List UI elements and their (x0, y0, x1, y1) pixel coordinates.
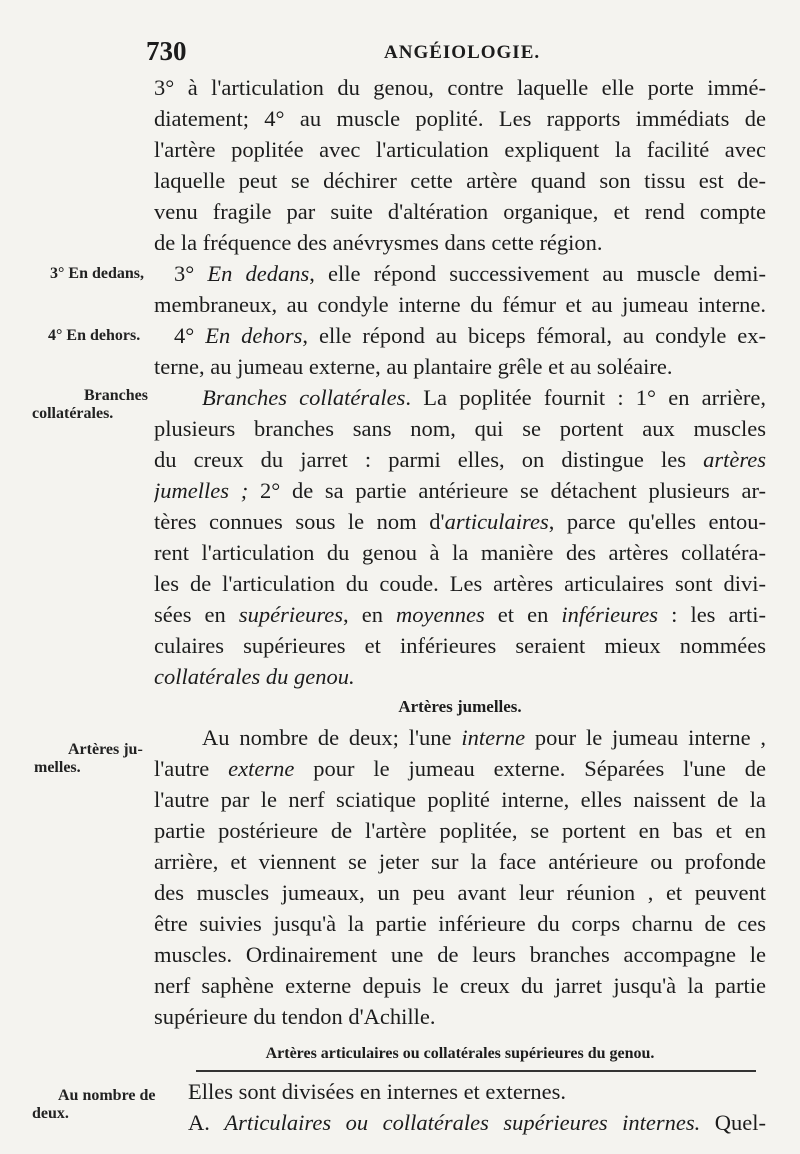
text-line: jumelles ; 2° de sa partie antérieure se détachent plusieurs ar- (154, 478, 766, 503)
margin-note-jumelles-2: melles. (34, 759, 81, 776)
running-title: ANGÉIOLOGIE. (384, 42, 541, 63)
text-line: du creux du jarret : parmi elles, on distingue les artères (154, 447, 766, 472)
margin-note-nombre-2: deux. (32, 1105, 69, 1122)
text-line: Branches collatérales. La poplitée fournit : 1° en arrière, (202, 385, 766, 410)
text-line: l'artère poplitée avec l'articulation expliquent la facilité avec (154, 137, 766, 162)
text-line: être suivies jusqu'à la partie inférieure du corps charnu de ces (154, 911, 766, 936)
text-line: 3° à l'articulation du genou, contre laquelle elle porte immé- (154, 75, 766, 100)
text-line: laquelle peut se déchirer cette artère quand son tissu est de- (154, 168, 766, 193)
text-line: les de l'articulation du coude. Les artères articulaires sont divi- (154, 571, 766, 596)
margin-note-jumelles: Artères ju- (68, 741, 143, 758)
separator-line (196, 1070, 756, 1072)
text-line: partie postérieure de l'artère poplitée, se portent en bas et en (154, 818, 766, 843)
text-line: diatement; 4° au muscle poplité. Les rapports immédiats de (154, 106, 766, 131)
section-title-articulaires: Artères articulaires ou collatérales supérieures du genou. (265, 1045, 655, 1062)
text-line: tères connues sous le nom d'articulaires, parce qu'elles entou- (154, 509, 766, 534)
page-number: 730 (146, 36, 187, 66)
text-line: sées en supérieures, en moyennes et en inférieures : les arti- (154, 602, 766, 627)
text-line: l'autre par le nerf sciatique poplité interne, elles naissent de la (154, 787, 766, 812)
margin-note-nombre: Au nombre de (58, 1087, 156, 1104)
text-line: supérieure du tendon d'Achille. (154, 1004, 436, 1029)
text-line: membraneux, au condyle interne du fémur et au jumeau interne. (154, 292, 766, 317)
margin-note-en-dedans: 3° En dedans, (50, 265, 144, 282)
margin-note-branches: Branches (84, 387, 148, 404)
section-title-jumelles: Artères jumelles. (398, 697, 522, 716)
text-line: de la fréquence des anévrysmes dans cette région. (154, 230, 603, 255)
text-line: muscles. Ordinairement une de leurs branches accompagne le (154, 942, 766, 967)
page-header (0, 36, 800, 68)
text-line: des muscles jumeaux, un peu avant leur réunion , et peuvent (154, 880, 766, 905)
text-line: nerf saphène externe depuis le creux du jarret jusqu'à la partie (154, 973, 766, 998)
margin-note-en-dehors: 4° En dehors. (48, 327, 141, 344)
text-line: terne, au jumeau externe, au plantaire grêle et au soléaire. (154, 354, 673, 379)
text-line: rent l'articulation du genou à la manière des artères collatéra- (154, 540, 766, 565)
text-line: plusieurs branches sans nom, qui se portent aux muscles (154, 416, 766, 441)
text-line: l'autre externe pour le jumeau externe. Séparées l'une de (154, 756, 766, 781)
text-line: A. Articulaires ou collatérales supérieures internes. Quel- (188, 1110, 766, 1135)
text-line: culaires supérieures et inférieures seraient mieux nommées (154, 633, 766, 658)
text-line: collatérales du genou. (154, 664, 355, 689)
text-line: venu fragile par suite d'altération organique, et rend compte (154, 199, 766, 224)
text-line: arrière, et viennent se jeter sur la face antérieure ou profonde (154, 849, 766, 874)
text-line: 4° En dehors, elle répond au biceps fémoral, au condyle ex- (174, 323, 766, 348)
main-text (154, 72, 766, 1138)
text-line: Au nombre de deux; l'une interne pour le jumeau interne , (202, 725, 766, 750)
text-line: Elles sont divisées en internes et externes. (188, 1079, 567, 1104)
text-line: 3° En dedans, elle répond successivement au muscle demi- (174, 261, 766, 286)
margin-note-branches-2: collatérales. (32, 405, 114, 422)
